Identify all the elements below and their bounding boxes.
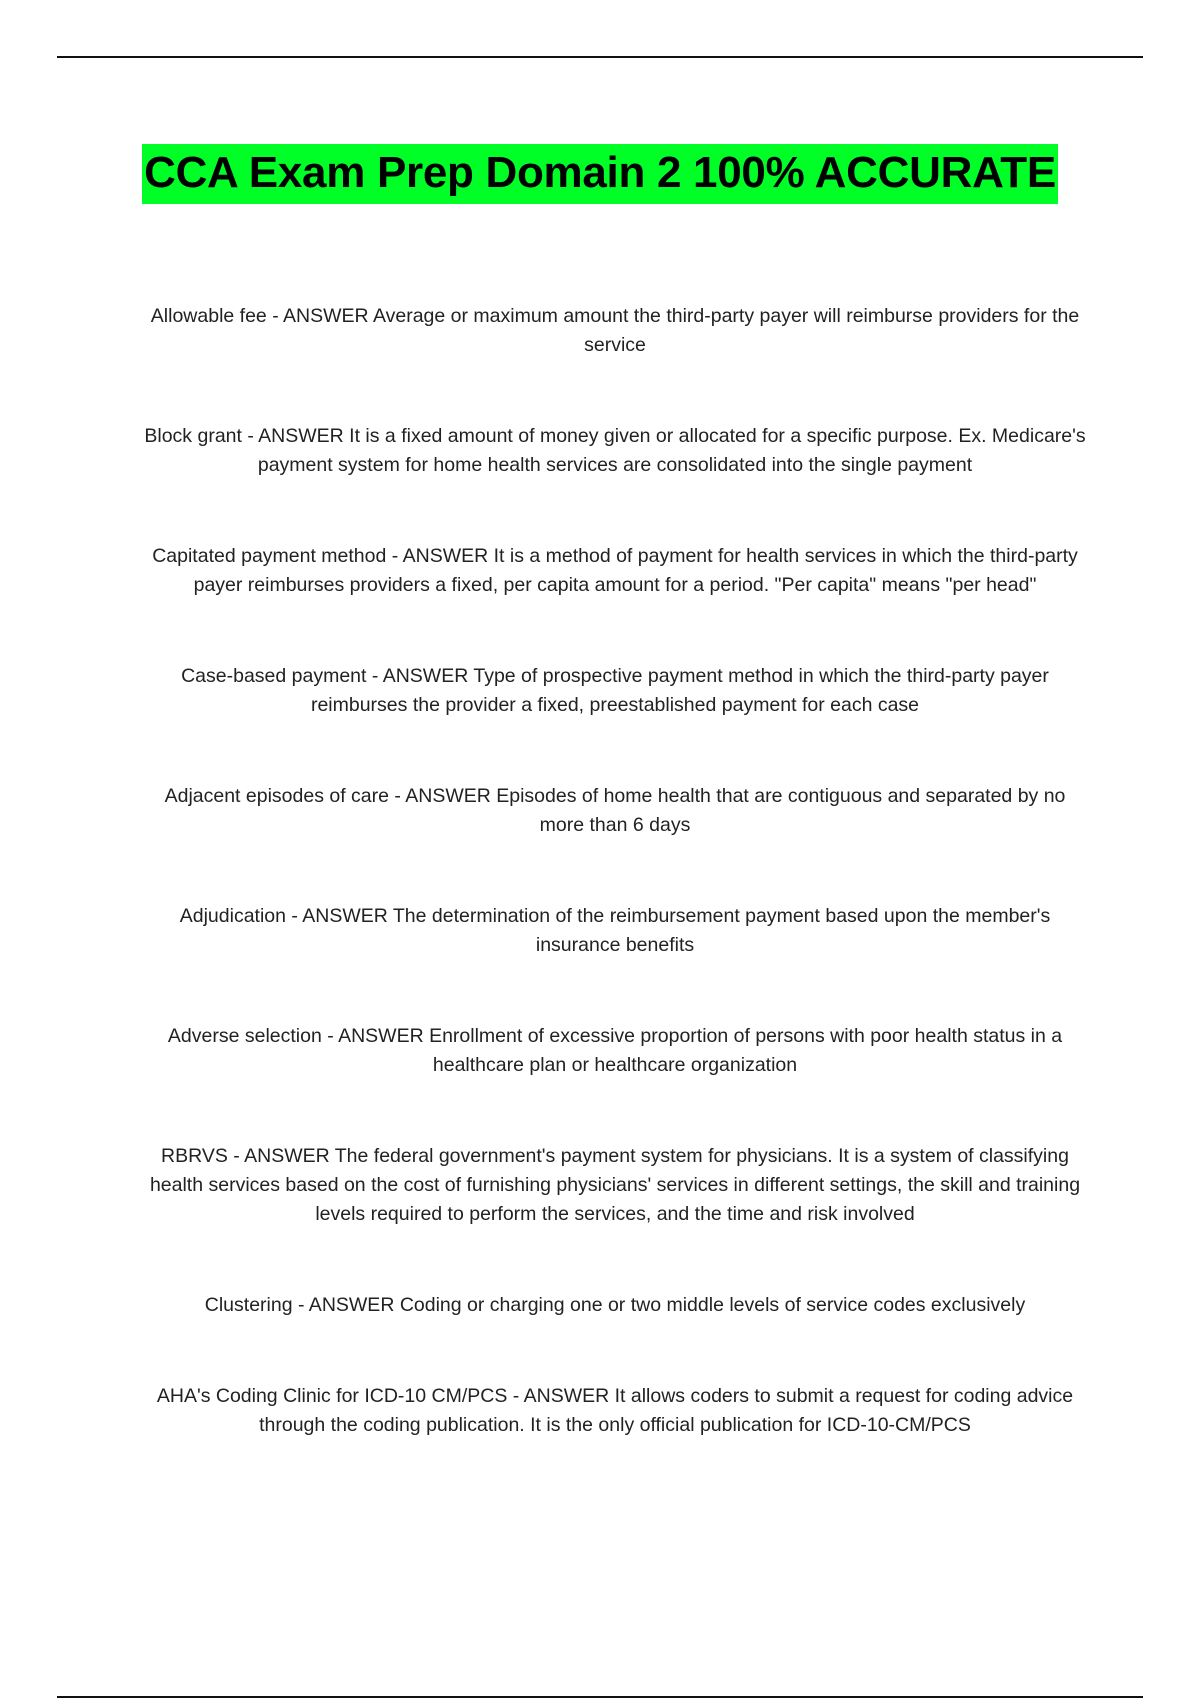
- title-container: [0, 144, 1200, 204]
- flashcard-entry-adjacent-episodes: Adjacent episodes of care - ANSWER Episodes of home health that are contiguous and separated by no more than 6 days: [164, 785, 1066, 836]
- flashcard-entry-adverse-selection: Adverse selection - ANSWER Enrollment of excessive proportion of persons with poor health status in a healthcare plan or healthcare organization: [167, 1025, 1063, 1076]
- flashcard-entry-block-grant: Block grant - ANSWER It is a fixed amount of money given or allocated for a specific purpose. Ex. Medicare's payment system for home health services are consolidated into the single payment: [144, 425, 1086, 476]
- bottom-divider: [57, 1696, 1143, 1698]
- top-divider: [57, 56, 1143, 58]
- flashcard-list: [140, 302, 1090, 1440]
- flashcard-entry-case-based-payment: Case-based payment - ANSWER Type of prospective payment method in which the third-party payer reimburses the provider a fixed, preestablished payment for each case: [181, 665, 1049, 716]
- flashcard-entry-adjudication: Adjudication - ANSWER The determination of the reimbursement payment based upon the member's insurance benefits: [179, 905, 1051, 956]
- flashcard-entry-rbrvs: RBRVS - ANSWER The federal government's payment system for physicians. It is a system of classifying health services based on the cost of furnishing physicians' services in different settings, the skill and training levels required to perform the services, and the time and risk involved: [149, 1145, 1081, 1225]
- flashcard-entry-capitated-payment: Capitated payment method - ANSWER It is a method of payment for health services in which the third-party payer reimburses providers a fixed, per capita amount for a period. "Per capita" means "per head": [152, 545, 1078, 596]
- flashcard-entry-clustering: Clustering - ANSWER Coding or charging one or two middle levels of service codes exclusively: [204, 1294, 1026, 1316]
- document-title: CCA Exam Prep Domain 2 100% ACCURATE: [142, 144, 1058, 204]
- flashcard-entry-coding-clinic: AHA's Coding Clinic for ICD-10 CM/PCS - ANSWER It allows coders to submit a request for coding advice through the coding publication. It is the only official publication for ICD-10-CM/PCS: [156, 1385, 1074, 1436]
- flashcard-entry-allowable-fee: Allowable fee - ANSWER Average or maximum amount the third-party payer will reimburse providers for the service: [150, 305, 1080, 356]
